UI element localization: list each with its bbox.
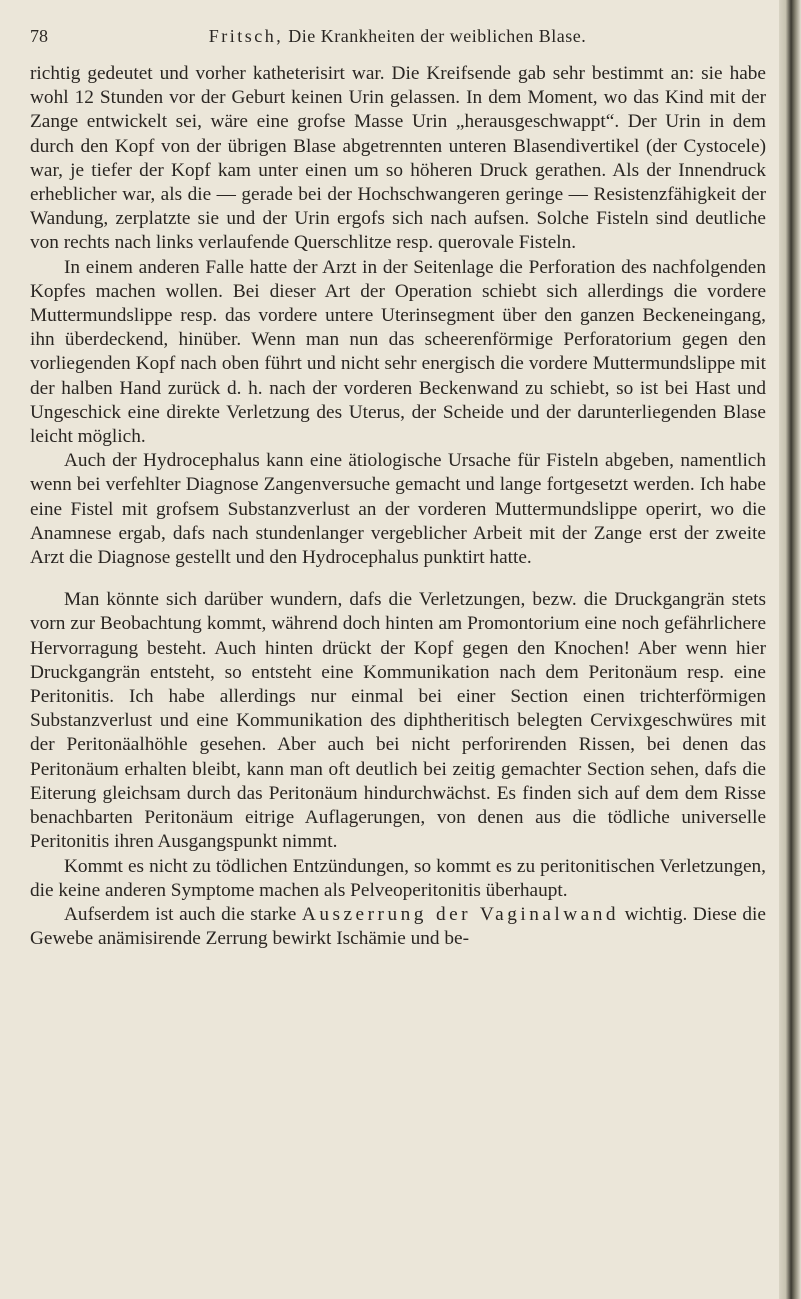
section-gap	[30, 570, 766, 588]
last-paragraph-after: wichtig. Diese die Gewebe anämisirende Zerrung bewirkt Ischämie und be-	[30, 903, 766, 950]
header-title: Die Krankheiten der weiblichen Blase.	[288, 26, 587, 46]
paragraph-continuation: richtig gedeutet und vorher katheterisirt war. Die Kreifsende gab sehr bestimmt an: sie habe wohl 12 Stunden vor der Geburt keinen Urin gelassen. In dem Moment, wo das Kind mit der Zange entwickelt sei, wäre eine grofse Masse Urin „herausgeschwappt“. Der Urin in dem durch den Kopf von der übrigen Blase abgetrennten unteren Blasendivertikel (der Cystocele) war, je tiefer der Kopf kam unter einen um so höheren Druck gerathen. Als der Innendruck erheblicher war, als die — gerade bei der Hochschwangeren geringe — Resistenzfähigkeit der Wandung, zerplatzte sie und der Urin ergofs sich nach aufsen. Solche Fisteln sind deutliche von rechts nach links verlaufende Querschlitze resp. querovale Fisteln.	[30, 63, 766, 254]
running-header	[30, 24, 765, 50]
page-number: 78	[30, 26, 48, 46]
last-paragraph-before: Aufserdem ist auch die starke	[64, 903, 297, 925]
header-author: Fritsch,	[208, 26, 284, 46]
paragraph: In einem anderen Falle hatte der Arzt in der Seitenlage die Perforation des nachfolgenden Kopfes machen wollen. Bei dieser Art der Operation schiebt sich allerdings die vordere Muttermundslippe resp. das vordere untere Uterinsegment über den ganzen Beckeneingang, ihn überdeckend, hinüber. Wenn man nun das scheerenförmige Perforatorium gegen den vorliegenden Kopf nach oben führt und nicht sehr energisch die vordere Muttermundslippe mit der halben Hand zurück d. h. nach der vorderen Beckenwand zu schiebt, so ist bei Hast und Ungeschick eine direkte Verletzung des Uterus, der Scheide und der darunterliegenden Blase leicht möglich.	[30, 256, 766, 448]
paragraph: Auch der Hydrocephalus kann eine ätiologische Ursache für Fisteln abgeben, namentlich wenn bei verfehlter Diagnose Zangenversuche gemacht und lange fortgesetzt werden. Ich habe eine Fistel mit grofsem Substanzverlust an der vorderen Muttermundslippe operirt, wo die Anamnese ergab, dafs nach stundenlanger vergeblicher Arbeit mit der Zange erst der zweite Arzt die Diagnose gestellt und den Hydrocephalus punktirt hatte.	[30, 450, 766, 569]
paragraph: Man könnte sich darüber wundern, dafs die Verletzungen, bezw. die Druckgangrän stets vorn zur Beobachtung kommt, während doch hinten am Promontorium eine noch gefährlichere Hervorragung besteht. Auch hinten drückt der Kopf gegen den Knochen! Aber wenn hier Druckgangrän entsteht, so entsteht eine Kommunikation nach dem Peritonäum resp. eine Peritonitis. Ich habe allerdings nur einmal bei einer Section einen trichterförmigen Substanzverlust und eine Kommunikation des diphtheritisch belegten Cervixgeschwüres mit der Peritonäalhöhle gesehen. Aber auch bei nicht perforirenden Rissen, bei denen das Peritonäum erhalten bleibt, kann man oft deutlich bei zeitig gemachter Section sehen, dafs die Eiterung gleichsam durch das Peritonäum hindurchwächst. Es finden sich auf dem dem Risse benachbarten Peritonäum eitrige Auflagerungen, von denen aus die tödliche universelle Peritonitis ihren Ausgangspunkt nimmt.	[30, 589, 766, 853]
running-title	[30, 24, 765, 48]
paragraph-last	[30, 903, 766, 951]
emphasized-term: Auszerrung der Vaginalwand	[301, 903, 620, 925]
body-text	[30, 62, 766, 951]
paragraph: Kommt es nicht zu tödlichen Entzündungen, so kommt es zu peritonitischen Verletzungen, die keine anderen Symptome machen als Pelveoperitonitis überhaupt.	[30, 855, 766, 901]
page-binding-edge	[779, 0, 801, 1299]
